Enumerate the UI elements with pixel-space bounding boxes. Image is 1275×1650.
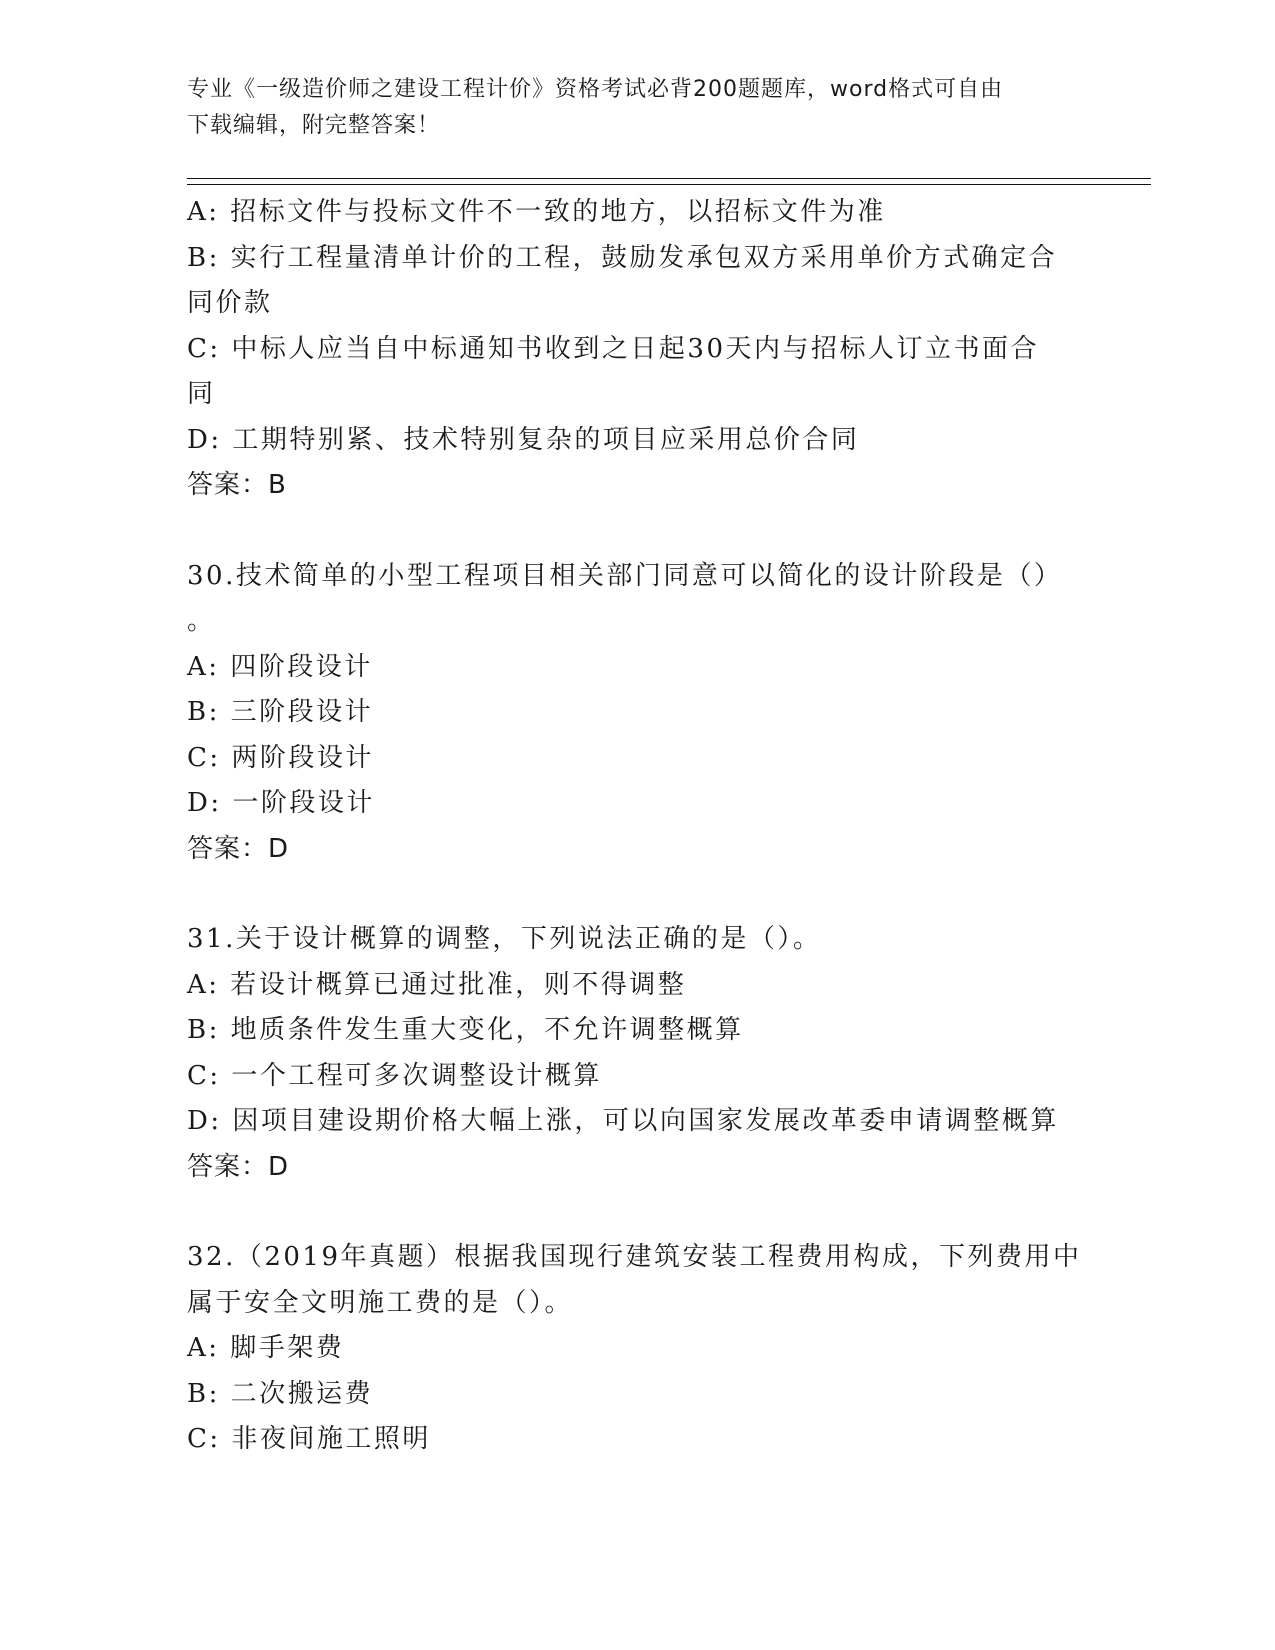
option-a: A: 招标文件与投标文件不一致的地方，以招标文件为准	[187, 197, 886, 227]
question-stem: 32.（2019年真题）根据我国现行建筑安装工程费用构成，下列费用中	[187, 1242, 1082, 1272]
question-31	[187, 917, 1087, 1190]
option-d: D: 一阶段设计	[187, 788, 375, 818]
question-stem: 30.技术简单的小型工程项目相关部门同意可以简化的设计阶段是（）	[187, 560, 1063, 591]
option-c: C: 中标人应当自中标通知书收到之日起30天内与招标人订立书面合	[187, 333, 1040, 364]
option-b: B: 实行工程量清单计价的工程，鼓励发承包双方采用单价方式确定合	[187, 242, 1058, 273]
question-32	[187, 1235, 1087, 1463]
question-stem: 31.关于设计概算的调整，下列说法正确的是（）。	[187, 924, 822, 954]
option-b: B: 地质条件发生重大变化，不允许调整概算	[187, 1015, 744, 1045]
question-stem-continued: 。	[187, 606, 216, 636]
option-a: A: 若设计概算已通过批准，则不得调整	[187, 969, 687, 1000]
option-a: A: 四阶段设计	[187, 651, 373, 682]
question-block-previous	[187, 190, 1087, 509]
option-b-continued: 同价款	[187, 288, 273, 318]
option-d: D: 因项目建设期价格大幅上涨，可以向国家发展改革委申请调整概算	[187, 1106, 1059, 1136]
header-line-1: 专业《一级造价师之建设工程计价》资格考试必背200题题库，word格式可自由	[187, 77, 1004, 102]
question-stem-continued: 属于安全文明施工费的是（）。	[187, 1287, 574, 1318]
document-header	[187, 72, 1067, 144]
option-c-continued: 同	[187, 379, 216, 409]
answer: 答案：D	[187, 1151, 290, 1182]
question-30	[187, 554, 1087, 873]
header-line-2: 下载编辑，附完整答案！	[187, 113, 441, 138]
option-c: C: 两阶段设计	[187, 742, 374, 773]
option-c: C: 非夜间施工照明	[187, 1424, 431, 1454]
question-content	[187, 190, 1087, 1463]
option-c: C: 一个工程可多次调整设计概算	[187, 1060, 602, 1091]
option-b: B: 三阶段设计	[187, 697, 374, 727]
header-rule-top	[187, 178, 1151, 179]
answer: 答案：B	[187, 470, 287, 500]
header-rule-bottom	[187, 184, 1151, 185]
option-b: B: 二次搬运费	[187, 1378, 374, 1409]
answer: 答案：D	[187, 833, 290, 864]
option-d: D: 工期特别紧、技术特别复杂的项目应采用总价合同	[187, 424, 860, 455]
option-a: A: 脚手架费	[187, 1333, 345, 1363]
